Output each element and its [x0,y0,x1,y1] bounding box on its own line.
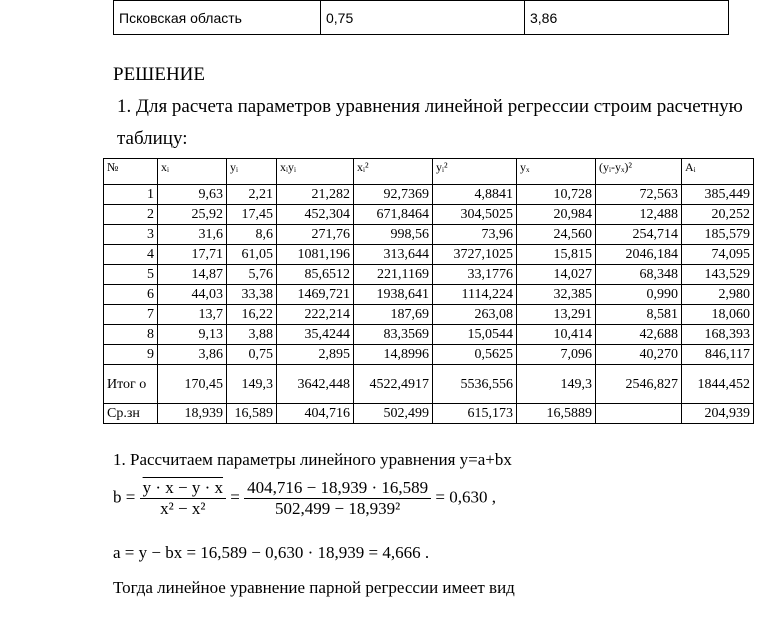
table-cell: 2,21 [227,185,277,205]
table-cell: 7,096 [517,345,596,365]
table-cell: 4,8841 [433,185,517,205]
table-cell: 2046,184 [596,245,682,265]
column-header: xᵢ [158,159,227,185]
table-cell: 8,6 [227,225,277,245]
table-cell: 304,5025 [433,205,517,225]
column-header: № [104,159,158,185]
table-cell: 271,76 [277,225,354,245]
table-cell: 72,563 [596,185,682,205]
table-cell: 13,291 [517,305,596,325]
table-cell: 1938,641 [354,285,433,305]
table-cell: 846,117 [682,345,754,365]
table-cell: 2,895 [277,345,354,365]
row-label: Итог о [104,365,158,404]
table-cell: 42,688 [596,325,682,345]
table-row [104,285,754,305]
paragraph-line: Тогда линейное уравнение парной регрессии имеет вид [113,578,515,597]
table-cell: 168,393 [682,325,754,345]
table-row [104,325,754,345]
table-cell: 149,3 [227,365,277,404]
table-cell: 18,060 [682,305,754,325]
table-cell: 9,13 [158,325,227,345]
table-cell: 3642,448 [277,365,354,404]
fraction-denominator: 502,499 − 18,939² [275,499,401,518]
paragraph-line: таблицу: [117,128,188,149]
table-cell: 83,3569 [354,325,433,345]
calculation-table [103,158,754,424]
table-cell: 1844,452 [682,365,754,404]
table-cell: 671,8464 [354,205,433,225]
table-cell: 313,644 [354,245,433,265]
table-cell: 3727,1025 [433,245,517,265]
table-cell: 92,7369 [354,185,433,205]
table-row [104,265,754,285]
table-cell: 998,56 [354,225,433,245]
table-cell: 2,980 [682,285,754,305]
table-cell: 149,3 [517,365,596,404]
column-header: xᵢyᵢ [277,159,354,185]
paragraph-line: 1. Для расчета параметров уравнения линейной регрессии строим расчетную [117,96,743,117]
table-cell: 204,939 [682,404,754,424]
summary-row [104,404,754,424]
table-cell: 44,03 [158,285,227,305]
fraction-denominator: x² − x² [160,499,206,518]
table-cell: 7 [104,305,158,325]
table-cell: 170,45 [158,365,227,404]
table-cell: 5 [104,265,158,285]
table-cell: 17,71 [158,245,227,265]
table-cell: 222,214 [277,305,354,325]
table-row [114,1,729,35]
column-header: yₓ [517,159,596,185]
table-cell: 4 [104,245,158,265]
table-cell: 1469,721 [277,285,354,305]
table-cell: 15,0544 [433,325,517,345]
row-label: Ср.зн [104,404,158,424]
table-cell: 9,63 [158,185,227,205]
table-cell: 18,939 [158,404,227,424]
table-cell: 17,45 [227,205,277,225]
column-header: yᵢ² [433,159,517,185]
table-cell: 1114,224 [433,285,517,305]
formula-a: a = y − bx = 16,589 − 0,630 · 18,939 = 4,666 . [113,543,430,562]
table-cell: 15,815 [517,245,596,265]
table-cell: 14,027 [517,265,596,285]
header-row [104,159,754,185]
table-cell: 10,414 [517,325,596,345]
table-row [104,185,754,205]
table-cell: 615,173 [433,404,517,424]
table-cell: 14,8996 [354,345,433,365]
table-cell: 2546,827 [596,365,682,404]
table-cell: 21,282 [277,185,354,205]
table-cell: 13,7 [158,305,227,325]
table-row [104,245,754,265]
table-cell: 1081,196 [277,245,354,265]
table-cell: 0,75 [227,345,277,365]
table-cell: 0,5625 [433,345,517,365]
formula-lhs: b = [113,487,136,507]
table-cell: 3 [104,225,158,245]
table-cell: 24,560 [517,225,596,245]
table-cell: 8 [104,325,158,345]
formula-b: b = $\frac{y \cdot x - y \cdot x}{\text{x² − x²}}$ = $\frac{404,716 - 18,939 \cdot 16,589}{\text{502,499 − 18,939²}}$ = 0,630 , [113,478,496,518]
table-cell: 61,05 [227,245,277,265]
table-cell: 5536,556 [433,365,517,404]
table-row [104,305,754,325]
table-cell: 68,348 [596,265,682,285]
formula-result: = 0,630 , [435,487,496,507]
column-header: (yᵢ-yₓ)² [596,159,682,185]
column-header: Aᵢ [682,159,754,185]
table-cell: 0,990 [596,285,682,305]
column-header: xᵢ² [354,159,433,185]
symbolic-fraction [140,478,226,519]
table-row [104,345,754,365]
table-cell: 35,4244 [277,325,354,345]
column-header: yᵢ [227,159,277,185]
table-cell: 143,529 [682,265,754,285]
table-cell: 2 [104,205,158,225]
table-cell: 16,5889 [517,404,596,424]
table-cell: 502,499 [354,404,433,424]
table-cell: 221,1169 [354,265,433,285]
section-heading: РЕШЕНИЕ [113,64,205,85]
table-cell: 33,1776 [433,265,517,285]
table-cell [596,404,682,424]
table-cell: 185,579 [682,225,754,245]
table-cell: 1 [104,185,158,205]
table-row [104,225,754,245]
table-cell: 14,87 [158,265,227,285]
table-cell: 31,6 [158,225,227,245]
table-cell: 74,095 [682,245,754,265]
value-cell: 0,75 [321,1,525,35]
table-cell: 3,86 [158,345,227,365]
table-cell: 5,76 [227,265,277,285]
table-cell: 4522,4917 [354,365,433,404]
fraction-numerator: y · x − y · x [140,478,226,499]
table-cell: 10,728 [517,185,596,205]
table-cell: 16,22 [227,305,277,325]
table-cell: 452,304 [277,205,354,225]
paragraph-line: 1. Рассчитаем параметры линейного уравнения y=a+bx [113,450,512,469]
table-cell: 73,96 [433,225,517,245]
table-cell: 385,449 [682,185,754,205]
table-cell: 85,6512 [277,265,354,285]
table-cell: 3,88 [227,325,277,345]
table-cell: 9 [104,345,158,365]
table-cell: 33,38 [227,285,277,305]
table-cell: 12,488 [596,205,682,225]
table-cell: 16,589 [227,404,277,424]
table-cell: 40,270 [596,345,682,365]
top-table-fragment [113,0,729,35]
table-cell: 20,984 [517,205,596,225]
table-cell: 25,92 [158,205,227,225]
table-cell: 32,385 [517,285,596,305]
table-cell: 263,08 [433,305,517,325]
value-cell: 3,86 [525,1,729,35]
summary-row [104,365,754,404]
table-cell: 8,581 [596,305,682,325]
table-cell: 254,714 [596,225,682,245]
table-cell: 404,716 [277,404,354,424]
numeric-fraction [244,478,431,519]
table-cell: 6 [104,285,158,305]
table-row [104,205,754,225]
table-cell: 20,252 [682,205,754,225]
table-cell: 187,69 [354,305,433,325]
region-cell: Псковская область [114,1,321,35]
fraction-numerator: 404,716 − 18,939 · 16,589 [244,478,431,499]
